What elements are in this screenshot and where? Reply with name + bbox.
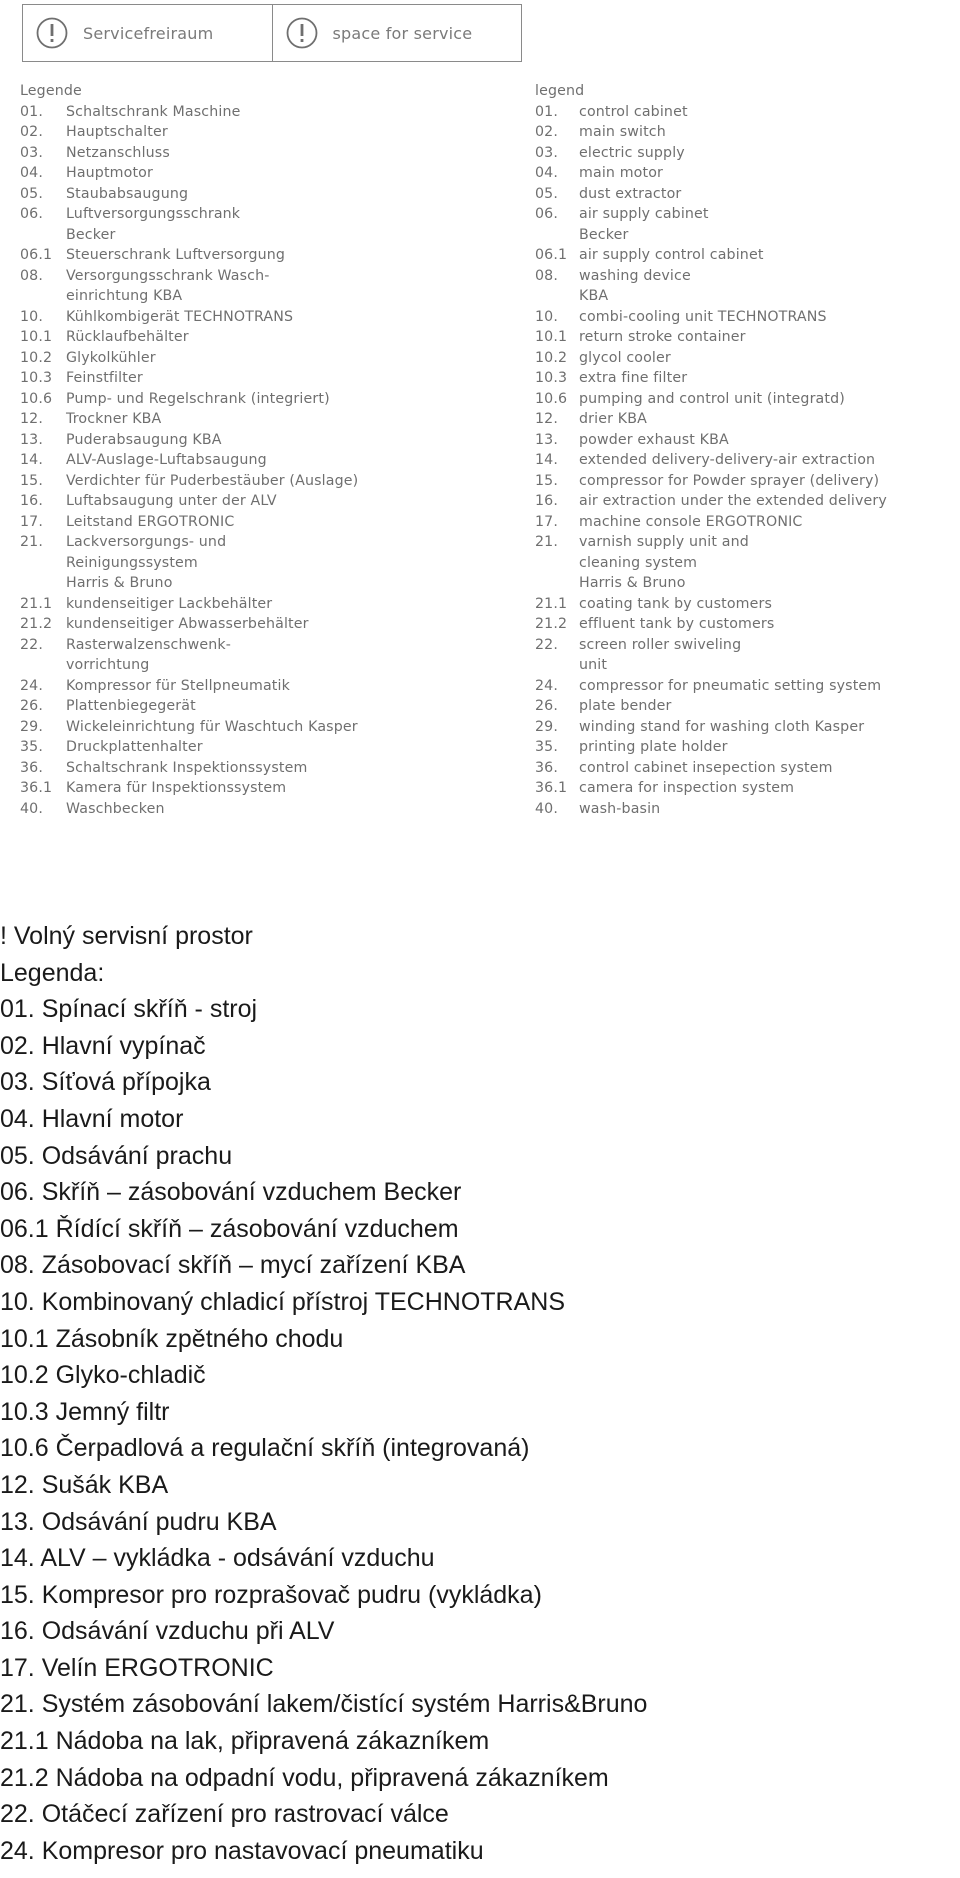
legend-item-text: glycol cooler	[579, 349, 671, 366]
legend-item-text: Schaltschrank Maschine	[66, 103, 241, 120]
legend-item	[535, 266, 960, 287]
legend-item-text: Pump- und Regelschrank (integriert)	[66, 390, 330, 407]
legend-item	[535, 307, 960, 328]
legend-item	[20, 348, 530, 369]
legend-item-number	[20, 225, 66, 246]
legend-item	[535, 389, 960, 410]
legend-item-number: 12.	[20, 411, 44, 427]
legend-item	[20, 286, 530, 307]
legend-item	[20, 758, 530, 779]
legend-item-text: Trockner KBA	[66, 411, 162, 427]
legend-item	[20, 368, 530, 389]
legend-item-number: 21.2	[535, 616, 568, 632]
legend-item	[535, 122, 960, 143]
legend-item-number: 06.1	[20, 247, 53, 263]
legend-item-text: control cabinet insepection system	[579, 759, 833, 776]
translation-line: 10. Kombinovaný chladicí přístroj TECHNOTRANS	[0, 1287, 566, 1316]
legend-item-text: Druckplattenhalter	[66, 739, 203, 755]
legend-item-number: 40.	[535, 800, 559, 817]
legend-item	[20, 184, 530, 205]
legend-item	[20, 614, 530, 635]
legend-item-number: 21.1	[535, 595, 568, 612]
legend-item	[535, 368, 960, 389]
legend-item-text: Becker	[579, 226, 629, 243]
legend-item-text: drier KBA	[579, 411, 647, 427]
legend-item-text: Becker	[66, 226, 116, 243]
legend-item-number: 22.	[535, 636, 559, 653]
legend-item-number: 10.1	[535, 329, 568, 345]
translation-line: 21.1 Nádoba na lak, připravená zákazníkem	[0, 1727, 490, 1756]
legend-item	[535, 594, 960, 615]
legend-item	[20, 245, 530, 266]
legend-item	[535, 696, 960, 717]
legend-item-number	[20, 286, 66, 307]
translation-line: 16. Odsávání vzduchu při ALV	[0, 1617, 335, 1646]
legend-item-number: 10.	[20, 308, 44, 325]
legend-item-number: 35.	[20, 739, 44, 755]
legend-item-text: kundenseitiger Lackbehälter	[66, 595, 273, 612]
legend-item-number: 24.	[20, 677, 44, 694]
legend-item	[20, 122, 530, 143]
legend-item	[20, 655, 530, 676]
legend-item-text: air extraction under the extended delivery	[579, 493, 887, 509]
legend-item-text: pumping and control unit (integratd)	[579, 390, 845, 407]
legend-list	[535, 102, 960, 820]
legend-item-number: 08.	[20, 267, 44, 284]
legend-item-number: 06.1	[535, 247, 568, 263]
legend-item-number	[535, 286, 579, 307]
warning-icon	[285, 16, 319, 50]
legend-item-text: effluent tank by customers	[579, 616, 775, 632]
translation-line: 22. Otáčecí zařízení pro rastrovací válce	[0, 1800, 449, 1829]
legend-item	[20, 594, 530, 615]
legend-item-text: Luftversorgungsschrank	[66, 206, 241, 222]
legend-item	[20, 799, 530, 820]
translation-line: Legenda:	[0, 958, 105, 987]
legend-item-number: 14.	[20, 452, 44, 468]
service-label-en: space for service	[332, 23, 473, 43]
legend-item	[535, 655, 960, 676]
service-space-box	[22, 4, 522, 62]
legend-item-number: 21.	[20, 534, 44, 550]
legend-item-number	[535, 553, 579, 574]
legend-item-text: Glykolkühler	[66, 349, 156, 366]
legend-item	[535, 532, 960, 553]
legend-item-number: 21.	[535, 534, 559, 550]
legend-item-text: Kühlkombigerät TECHNOTRANS	[66, 308, 294, 325]
legend-item-text: vorrichtung	[66, 657, 150, 673]
translation-line: 13. Odsávání pudru KBA	[0, 1507, 277, 1536]
legend-item	[20, 225, 530, 246]
legend-item-text: Rasterwalzenschwenk-	[66, 636, 232, 653]
legend-german	[20, 81, 530, 819]
service-cell-en	[272, 5, 522, 61]
legend-item-number: 16.	[20, 493, 44, 509]
legend-item	[20, 266, 530, 287]
legend-item	[535, 799, 960, 820]
legend-item	[20, 676, 530, 697]
legend-item-text: dust extractor	[579, 185, 682, 202]
legend-item-number: 21.1	[20, 595, 53, 612]
legend-item-text: Leitstand ERGOTRONIC	[66, 513, 235, 530]
legend-item-text: Kompressor für Stellpneumatik	[66, 677, 290, 694]
legend-item-number	[535, 573, 579, 594]
legend-item-text: Waschbecken	[66, 800, 165, 817]
legend-item	[535, 512, 960, 533]
legend-item-number: 05.	[20, 185, 44, 202]
legend-item-text: air supply control cabinet	[579, 247, 764, 263]
legend-item-number: 14.	[535, 452, 559, 468]
legend-item-number: 10.1	[20, 329, 53, 345]
legend-item-number: 29.	[535, 718, 559, 735]
legend-item	[535, 204, 960, 225]
legend-item-number	[20, 553, 66, 574]
legend-item-number: 08.	[535, 267, 559, 284]
legend-item-text: Staubabsaugung	[66, 185, 189, 202]
legend-item-text: KBA	[579, 288, 609, 304]
legend-item-number: 13.	[535, 431, 559, 448]
warning-icon	[35, 16, 69, 50]
translation-text	[0, 918, 960, 1869]
legend-item-number: 36.	[20, 759, 44, 776]
service-label-de: Servicefreiraum	[83, 23, 214, 43]
translation-line: 04. Hlavní motor	[0, 1104, 184, 1133]
legend-item	[535, 225, 960, 246]
translation-line: 08. Zásobovací skříň – mycí zařízení KBA	[0, 1251, 466, 1280]
legend-item	[20, 163, 530, 184]
legend-item	[20, 778, 530, 799]
legend-item-text: air supply cabinet	[579, 206, 709, 222]
legend-item	[535, 430, 960, 451]
legend-item-number: 36.	[535, 759, 559, 776]
legend-item-text: winding stand for washing cloth Kasper	[579, 718, 865, 735]
legend-item	[20, 573, 530, 594]
translation-line: 02. Hlavní vypínač	[0, 1031, 206, 1060]
translation-line: 10.3 Jemný filtr	[0, 1397, 170, 1426]
legend-item-text: Luftabsaugung unter der ALV	[66, 493, 277, 509]
translation-line: 14. ALV – vykládka - odsávání vzduchu	[0, 1544, 435, 1573]
legend-item-number: 10.	[535, 308, 559, 325]
legend-item	[535, 635, 960, 656]
legend-item-number: 16.	[535, 493, 559, 509]
legend-item-text: Wickeleinrichtung für Waschtuch Kasper	[66, 718, 358, 735]
legend-item	[535, 163, 960, 184]
legend-item-number: 15.	[20, 472, 44, 489]
legend-item	[20, 532, 530, 553]
translation-line: 21. Systém zásobování lakem/čistící systém Harris&Bruno	[0, 1690, 648, 1719]
legend-item-text: einrichtung KBA	[66, 288, 183, 304]
legend-item-text: camera for inspection system	[579, 780, 795, 796]
legend-item	[20, 471, 530, 492]
legend-item-text: Steuerschrank Luftversorgung	[66, 247, 286, 263]
legend-item-text: powder exhaust KBA	[579, 431, 729, 448]
legend-item-text: Lackversorgungs- und	[66, 534, 227, 550]
legend-item-text: machine console ERGOTRONIC	[579, 513, 803, 530]
legend-item	[20, 635, 530, 656]
translation-line: 12. Sušák KBA	[0, 1470, 169, 1499]
legend-item-text: return stroke container	[579, 329, 746, 345]
legend-item	[535, 778, 960, 799]
legend-item	[535, 553, 960, 574]
legend-item-text: Plattenbiegegerät	[66, 698, 196, 714]
legend-item	[20, 512, 530, 533]
legend-item-number	[535, 225, 579, 246]
legend-item-text: Versorgungsschrank Wasch-	[66, 267, 270, 284]
legend-item-number: 29.	[20, 718, 44, 735]
legend-item-number: 12.	[535, 411, 559, 427]
legend-item-text: electric supply	[579, 144, 685, 161]
legend-english	[535, 81, 960, 819]
legend-item-number: 10.2	[20, 349, 53, 366]
legend-item-number: 03.	[20, 144, 44, 161]
legend-item-number: 17.	[535, 513, 559, 530]
legend-title: Legende	[20, 83, 82, 99]
legend-item	[535, 184, 960, 205]
legend-item	[535, 245, 960, 266]
translation-line: 10.2 Glyko-chladič	[0, 1361, 206, 1390]
translation-line: 10.6 Čerpadlová a regulační skříň (integrovaná)	[0, 1434, 530, 1463]
legend-item-number: 10.2	[535, 349, 568, 366]
legend-item	[20, 327, 530, 348]
legend-item-number	[20, 655, 66, 676]
legend-item-text: ALV-Auslage-Luftabsaugung	[66, 452, 267, 468]
legend-item-text: plate bender	[579, 698, 672, 714]
legend-item	[535, 491, 960, 512]
legend-item	[20, 307, 530, 328]
legend-item-number: 36.1	[20, 780, 53, 796]
legend-item-text: compressor for Powder sprayer (delivery)	[579, 472, 880, 489]
legend-item	[535, 348, 960, 369]
translation-line: ! Volný servisní prostor	[0, 922, 253, 950]
legend-item-text: washing device	[579, 267, 691, 284]
legend-item	[535, 102, 960, 123]
translation-line: 06. Skříň – zásobování vzduchem Becker	[0, 1178, 462, 1207]
translation-line: 03. Síťová přípojka	[0, 1068, 211, 1097]
legend-item-text: varnish supply unit and	[579, 534, 749, 550]
legend-item	[20, 102, 530, 123]
legend-item-number: 10.6	[535, 390, 568, 407]
legend-item-text: Puderabsaugung KBA	[66, 431, 222, 448]
legend-item	[20, 204, 530, 225]
translation-line: 10.1 Zásobník zpětného chodu	[0, 1324, 344, 1353]
legend-title: legend	[535, 83, 585, 99]
legend-item	[20, 553, 530, 574]
legend-item-number: 01.	[535, 103, 559, 120]
legend-item-number	[535, 655, 579, 676]
legend-item-number: 36.1	[535, 780, 568, 796]
legend-item-text: Schaltschrank Inspektionssystem	[66, 759, 308, 776]
legend-item	[535, 471, 960, 492]
legend-item-number: 24.	[535, 677, 559, 694]
legend-item-number: 22.	[20, 636, 44, 653]
legend-item	[20, 450, 530, 471]
legend-item-text: printing plate holder	[579, 739, 728, 755]
legend-item-text: main switch	[579, 124, 666, 140]
service-cell-de	[23, 5, 272, 61]
legend-item-text: extended delivery-delivery-air extraction	[579, 452, 876, 468]
legend-item-number: 21.2	[20, 616, 53, 632]
legend-item-number: 03.	[535, 144, 559, 161]
legend-item-number: 10.3	[20, 370, 53, 386]
legend-item-text: main motor	[579, 165, 664, 181]
legend-item-text: Kamera für Inspektionssystem	[66, 780, 287, 796]
legend-item	[535, 573, 960, 594]
legend-item-text: compressor for pneumatic setting system	[579, 677, 882, 694]
legend-item	[535, 758, 960, 779]
legend-item-number: 40.	[20, 800, 44, 817]
legend-item	[535, 737, 960, 758]
legend-item-text: Harris & Bruno	[579, 575, 686, 591]
legend-item	[535, 676, 960, 697]
legend-item-number: 01.	[20, 103, 44, 120]
legend-item	[535, 614, 960, 635]
legend-item-number: 02.	[20, 124, 44, 140]
translation-line: 05. Odsávání prachu	[0, 1141, 233, 1170]
legend-item	[20, 430, 530, 451]
legend-item	[20, 409, 530, 430]
legend-list	[20, 102, 530, 820]
legend-item-number: 05.	[535, 185, 559, 202]
legend-item-text: Hauptmotor	[66, 165, 153, 181]
legend-item-text: wash-basin	[579, 800, 661, 817]
legend-item	[535, 450, 960, 471]
legend-item-number: 26.	[535, 698, 559, 714]
legend-item-text: Netzanschluss	[66, 144, 170, 161]
legend-item-number: 35.	[535, 739, 559, 755]
legend-item-text: screen roller swiveling	[579, 636, 742, 653]
legend-item-text: Verdichter für Puderbestäuber (Auslage)	[66, 472, 359, 489]
legend-item-number: 13.	[20, 431, 44, 448]
translation-line: 06.1 Řídící skříň – zásobování vzduchem	[0, 1214, 459, 1243]
legend-item	[20, 491, 530, 512]
legend-item-number: 10.6	[20, 390, 53, 407]
legend-item-number: 15.	[535, 472, 559, 489]
legend-item-text: Hauptschalter	[66, 124, 168, 140]
legend-item-text: combi-cooling unit TECHNOTRANS	[579, 308, 827, 325]
legend-item-number: 04.	[20, 165, 44, 181]
legend-item	[535, 327, 960, 348]
translation-line: 24. Kompresor pro nastavovací pneumatiku	[0, 1836, 484, 1865]
legend-item	[20, 737, 530, 758]
legend-item-number	[20, 573, 66, 594]
translation-line: 01. Spínací skříň - stroj	[0, 995, 258, 1024]
legend-item-number: 06.	[535, 206, 559, 222]
legend-item-text: unit	[579, 657, 608, 673]
legend-item-text: Feinstfilter	[66, 370, 143, 386]
translation-line: 21.2 Nádoba na odpadní vodu, připravená zákazníkem	[0, 1763, 609, 1792]
legend-item-number: 26.	[20, 698, 44, 714]
legend-item-text: kundenseitiger Abwasserbehälter	[66, 616, 309, 632]
legend-item-text: cleaning system	[579, 554, 698, 571]
translation-line: 15. Kompresor pro rozprašovač pudru (vykládka)	[0, 1580, 542, 1609]
legend-item-number: 06.	[20, 206, 44, 222]
legend-item-number: 17.	[20, 513, 44, 530]
legend-item	[20, 389, 530, 410]
legend-item-number: 10.3	[535, 370, 568, 386]
legend-item	[535, 143, 960, 164]
legend-item	[535, 717, 960, 738]
translation-line: 17. Velín ERGOTRONIC	[0, 1653, 274, 1682]
legend-item-text: coating tank by customers	[579, 595, 773, 612]
legend-item-number: 04.	[535, 165, 559, 181]
legend-item	[535, 286, 960, 307]
legend-item	[20, 143, 530, 164]
legend-item-text: Rücklaufbehälter	[66, 329, 189, 345]
legend-item-text: extra fine filter	[579, 370, 688, 386]
legend-item	[535, 409, 960, 430]
legend-item	[20, 696, 530, 717]
legend-item	[20, 717, 530, 738]
legend-item-text: Harris & Bruno	[66, 575, 173, 591]
legend-item-text: control cabinet	[579, 103, 688, 120]
legend-item-number: 02.	[535, 124, 559, 140]
legend-item-text: Reinigungssystem	[66, 554, 198, 571]
